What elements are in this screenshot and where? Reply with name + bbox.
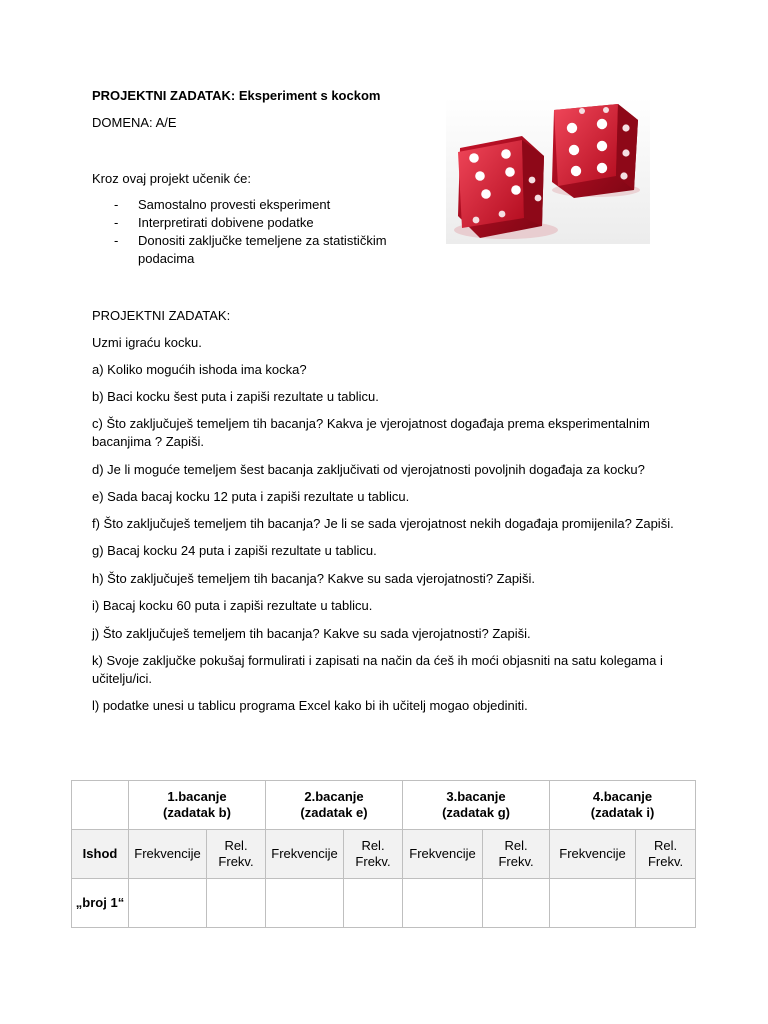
- table-group-header: 2.bacanje (zadatak e): [266, 781, 403, 830]
- task-e: e) Sada bacaj kocku 12 puta i zapiši rezultate u tablicu.: [92, 489, 410, 504]
- table-subheader-row: [72, 830, 696, 879]
- table-rel-header: Rel. Frekv.: [344, 830, 403, 879]
- task-i: i) Bacaj kocku 60 puta i zapiši rezultate u tablicu.: [92, 598, 373, 613]
- table-cell[interactable]: [483, 879, 550, 928]
- goals-list: [92, 196, 422, 268]
- task-h: h) Što zaključuješ temeljem tih bacanja? Kakve su sada vjerojatnosti? Zapiši.: [92, 571, 535, 586]
- dice-image: [446, 98, 650, 244]
- table-freq-header: Frekvencije: [266, 830, 344, 879]
- table-row-header: Ishod: [72, 830, 129, 879]
- task-f: f) Što zaključuješ temeljem tih bacanja? Je li se sada vjerojatnost nekih događaja promijenila? Zapiši.: [92, 516, 674, 531]
- table-cell[interactable]: [550, 879, 636, 928]
- table-cell[interactable]: [636, 879, 696, 928]
- task-k-line2: učitelju/ici.: [92, 671, 152, 686]
- document-title: PROJEKTNI ZADATAK: Eksperiment s kockom: [92, 88, 381, 103]
- table-cell[interactable]: [344, 879, 403, 928]
- table-row-label: „broj 1“: [72, 879, 129, 928]
- task-intro: Uzmi igraću kocku.: [92, 335, 202, 350]
- table-group-header: 3.bacanje (zadatak g): [403, 781, 550, 830]
- table-cell[interactable]: [266, 879, 344, 928]
- list-item: - Interpretirati dobivene podatke: [114, 215, 314, 230]
- dash-bullet: -: [114, 215, 119, 230]
- table-freq-header: Frekvencije: [129, 830, 207, 879]
- task-a: a) Koliko mogućih ishoda ima kocka?: [92, 362, 307, 377]
- task-b: b) Baci kocku šest puta i zapiši rezultate u tablicu.: [92, 389, 379, 404]
- task-l: l) podatke unesi u tablicu programa Excel kako bi ih učitelj mogao objediniti.: [92, 698, 528, 713]
- table-rel-header: Rel. Frekv.: [636, 830, 696, 879]
- table-rel-header: Rel. Frekv.: [207, 830, 266, 879]
- table-freq-header: Frekvencije: [403, 830, 483, 879]
- table-group-header: 1.bacanje (zadatak b): [129, 781, 266, 830]
- task-g: g) Bacaj kocku 24 puta i zapiši rezultate u tablicu.: [92, 543, 377, 558]
- table-group-header: 4.bacanje (zadatak i): [550, 781, 696, 830]
- task-heading: PROJEKTNI ZADATAK:: [92, 308, 231, 323]
- table-rel-header: Rel. Frekv.: [483, 830, 550, 879]
- dash-bullet: -: [114, 233, 119, 248]
- task-d: d) Je li moguće temeljem šest bacanja zaključivati od vjerojatnosti povoljnih događaja za kocku?: [92, 462, 645, 477]
- intro-text: Kroz ovaj projekt učenik će:: [92, 171, 251, 186]
- frequency-table: [71, 780, 696, 928]
- table-cell[interactable]: [207, 879, 266, 928]
- domain-label: DOMENA: A/E: [92, 115, 177, 130]
- die-left: [458, 136, 544, 238]
- die-right: [552, 104, 638, 198]
- task-j: j) Što zaključuješ temeljem tih bacanja? Kakve su sada vjerojatnosti? Zapiši.: [92, 626, 531, 641]
- list-item: - Samostalno provesti eksperiment: [114, 197, 331, 212]
- task-c-line2: bacanjima ? Zapiši.: [92, 434, 204, 449]
- table-freq-header: Frekvencije: [550, 830, 636, 879]
- table-cell[interactable]: [129, 879, 207, 928]
- task-k-line1: k) Svoje zaključke pokušaj formulirati i zapisati na način da ćeš ih moći objasniti na satu kolegama i: [92, 653, 663, 668]
- task-c-line1: c) Što zaključuješ temeljem tih bacanja? Kakva je vjerojatnost događaja prema eksperimentalnim: [92, 416, 650, 431]
- list-item: - Donositi zaključke temeljene za statističkim podacima: [114, 233, 387, 266]
- dash-bullet: -: [114, 197, 119, 212]
- table-corner-cell: [72, 781, 129, 830]
- table-cell[interactable]: [403, 879, 483, 928]
- table-header-row: [72, 781, 696, 830]
- table-row: [72, 879, 696, 928]
